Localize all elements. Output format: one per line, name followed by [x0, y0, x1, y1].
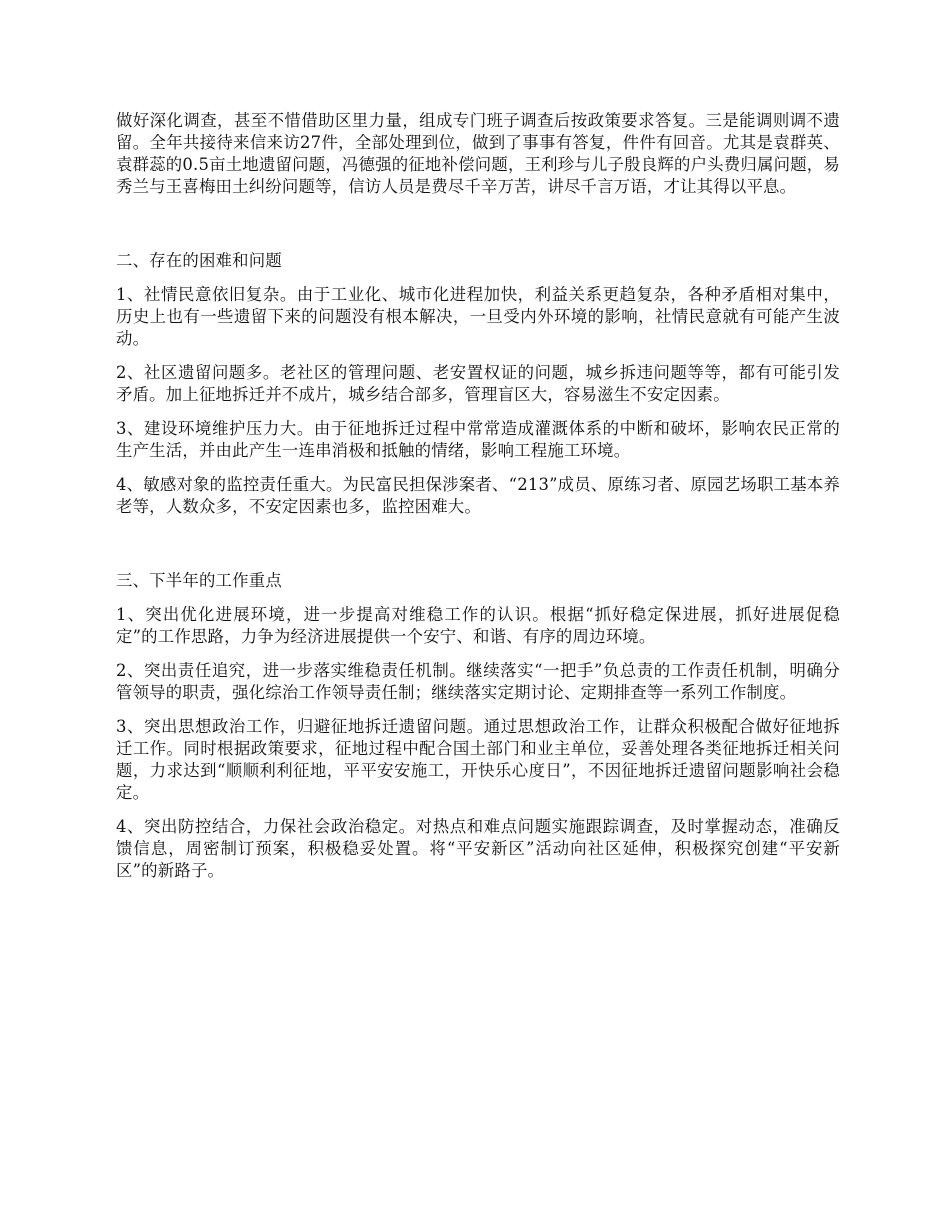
priority-item-4: 4、突出防控结合，力保社会政治稳定。对热点和难点问题实施跟踪调查，及时掌握动态，准确反馈信息，周密制订预案，积极稳妥处置。将“平安新区”活动向社区延伸，积极探究创建“平安新区”的新路子。 [116, 817, 840, 880]
intro-paragraph: 做好深化调查，甚至不惜借助区里力量，组成专门班子调查后按政策要求答复。三是能调则调不遗留。全年共接待来信来访27件，全部处理到位，做到了事事有答复，件件有回音。尤其是袁群英、袁群蕊的0.5亩土地遗留问题，冯德强的征地补偿问题，王利珍与儿子殷良辉的户头费归属问题，易秀兰与王喜梅田土纠纷问题等，信访人员是费尽千辛万苦，讲尽千言万语，才让其得以平息。 [116, 111, 840, 196]
difficulty-item-2: 2、社区遗留问题多。老社区的管理问题、老安置权证的问题，城乡拆违问题等等，都有可能引发矛盾。加上征地拆迁并不成片，城乡结合部多，管理盲区大，容易滋生不安定因素。 [116, 363, 840, 404]
priority-item-1: 1、突出优化进展环境，进一步提高对维稳工作的认识。根据“抓好稳定保进展，抓好进展促稳定”的工作思路，力争为经济进展提供一个安宁、和谐、有序的周边环境。 [116, 605, 840, 646]
difficulty-item-1: 1、社情民意依旧复杂。由于工业化、城市化进程加快，利益关系更趋复杂，各种矛盾相对集中，历史上也有一些遗留下来的问题没有根本解决，一旦受内外环境的影响，社情民意就有可能产生波动。 [116, 285, 840, 348]
section-heading-difficulties: 二、存在的困难和问题 [116, 251, 282, 270]
difficulty-item-4: 4、敏感对象的监控责任重大。为民富民担保涉案者、“213”成员、原练习者、原园艺场职工基本养老等，人数众多，不安定因素也多，监控困难大。 [116, 475, 840, 516]
document-page [116, 110, 840, 894]
section-heading-priorities: 三、下半年的工作重点 [116, 571, 282, 590]
priority-item-3: 3、突出思想政治工作，归避征地拆迁遗留问题。通过思想政治工作，让群众积极配合做好征地拆迁工作。同时根据政策要求，征地过程中配合国土部门和业主单位，妥善处理各类征地拆迁相关问题，力求达到“顺顺利利征地，平平安安施工，开快乐心度日”，不因征地拆迁遗留问题影响社会稳定。 [116, 717, 840, 802]
difficulty-item-3: 3、建设环境维护压力大。由于征地拆迁过程中常常造成灌溉体系的中断和破坏，影响农民正常的生产生活，并由此产生一连串消极和抵触的情绪，影响工程施工环境。 [116, 419, 840, 460]
priority-item-2: 2、突出责任追究，进一步落实维稳责任机制。继续落实“一把手”负总责的工作责任机制，明确分管领导的职责，强化综治工作领导责任制；继续落实定期讨论、定期排查等一系列工作制度。 [116, 661, 840, 702]
